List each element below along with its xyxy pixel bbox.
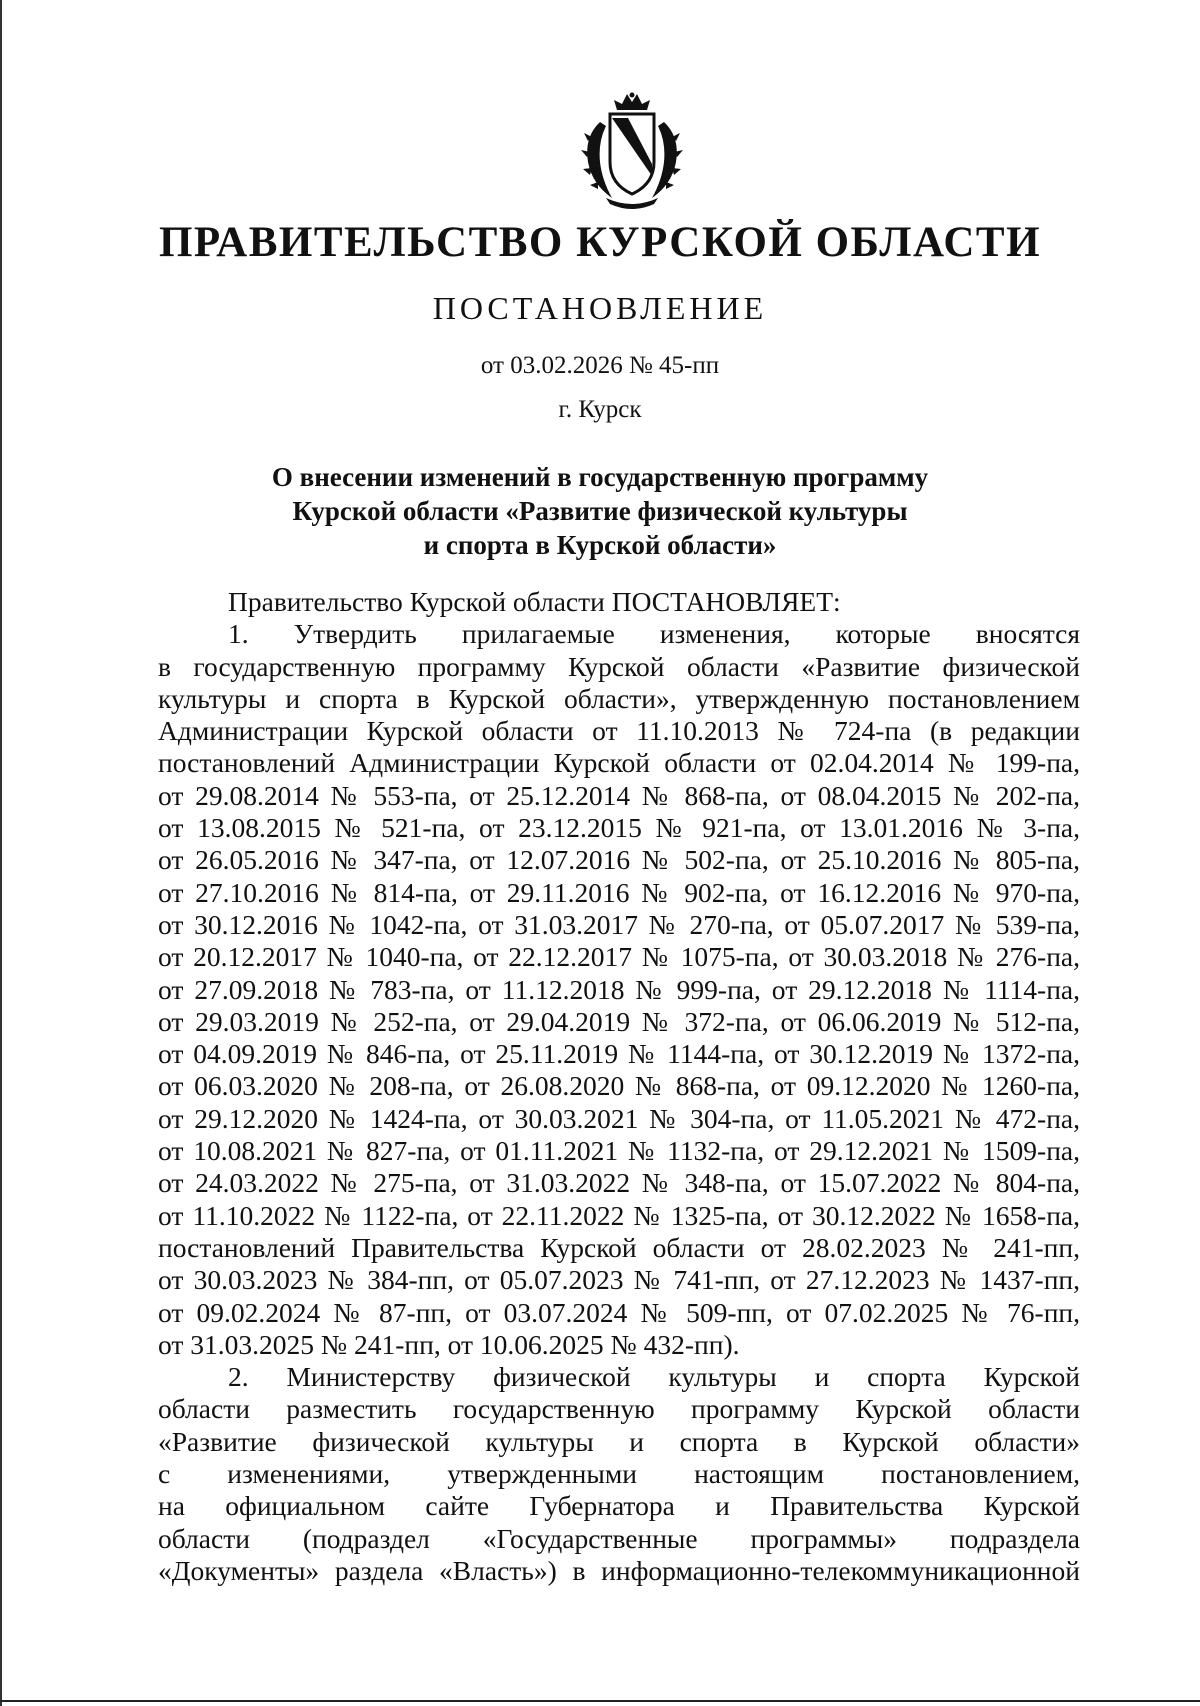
body-line: от 29.08.2014 № 553-па, от 25.12.2014 № 868-па, от 08.04.2015 № 202-па, — [158, 779, 1080, 811]
body-line: «Документы» раздела «Власть») в информационно-телекоммуникационной — [158, 1554, 1080, 1586]
body-line: области разместить государственную программу Курской области — [158, 1393, 1080, 1425]
body-line: от 31.03.2025 № 241-пп, от 10.06.2025 № 432-пп). — [158, 1328, 740, 1360]
body-line: от 29.12.2020 № 1424-па, от 30.03.2021 № 304-па, от 11.05.2021 № 472-па, — [158, 1102, 1080, 1134]
title-line: и спорта в Курской области» — [423, 530, 777, 560]
body-line: от 20.12.2017 № 1040-па, от 22.12.2017 № 1075-па, от 30.03.2018 № 276-па, — [158, 941, 1080, 973]
body-line: Правительство Курской области ПОСТАНОВЛЯЕТ: — [228, 586, 841, 617]
document-title — [0, 460, 1200, 562]
body-line: от 24.03.2022 № 275-па, от 31.03.2022 № 348-па, от 15.07.2022 № 804-па, — [158, 1167, 1080, 1199]
body-line: от 06.03.2020 № 208-па, от 26.08.2020 № 868-па, от 09.12.2020 № 1260-па, — [158, 1070, 1080, 1102]
body-line: от 09.02.2024 № 87-пп, от 03.07.2024 № 509-пп, от 07.02.2025 № 76-пп, — [158, 1296, 1080, 1328]
body-line: области (подраздел «Государственные программы» подраздела — [158, 1522, 1080, 1554]
body-line: от 11.10.2022 № 1122-па, от 22.11.2022 № 1325-па, от 30.12.2022 № 1658-па, — [158, 1199, 1080, 1231]
body-line: 1. Утвердить прилагаемые изменения, которые вносятся — [228, 618, 1080, 650]
body-line: «Развитие физической культуры и спорта в Курской области» — [158, 1425, 1080, 1457]
body-line: от 26.05.2016 № 347-па, от 12.07.2016 № 502-па, от 25.10.2016 № 805-па, — [158, 844, 1080, 876]
body-line: с изменениями, утвержденными настоящим постановлением, — [158, 1458, 1080, 1490]
body-line: от 29.03.2019 № 252-па, от 29.04.2019 № 372-па, от 06.06.2019 № 512-па, — [158, 1005, 1080, 1037]
document-type: ПОСТАНОВЛЕНИЕ — [432, 290, 768, 326]
title-line: Курской области «Развитие физической культуры — [292, 496, 908, 526]
organization-name: ПРАВИТЕЛЬСТВО КУРСКОЙ ОБЛАСТИ — [158, 219, 1042, 266]
body-line: от 27.10.2016 № 814-па, от 29.11.2016 № 902-па, от 16.12.2016 № 970-па, — [158, 876, 1080, 908]
body-line: на официальном сайте Губернатора и Правительства Курской — [158, 1490, 1080, 1522]
body-line: постановлений Администрации Курской области от 02.04.2014 № 199-па, — [158, 747, 1080, 779]
document-date-number: от 03.02.2026 № 45-пп — [480, 352, 720, 379]
body-line: от 13.08.2015 № 521-па, от 23.12.2015 № 921-па, от 13.01.2016 № 3-па, — [158, 812, 1080, 844]
body-line: от 30.03.2023 № 384-пп, от 05.07.2023 № 741-пп, от 27.12.2023 № 1437-пп, — [158, 1264, 1080, 1296]
body-line: культуры и спорта в Курской области», утвержденную постановлением — [158, 682, 1080, 714]
document-city: г. Курск — [558, 396, 642, 423]
scan-edge — [0, 0, 2, 1706]
body-line: от 27.09.2018 № 783-па, от 11.12.2018 № 999-па, от 29.12.2018 № 1114-па, — [158, 973, 1080, 1005]
coat-of-arms-emblem — [562, 92, 702, 212]
scan-bottom-edge — [0, 1700, 1200, 1702]
body-line: от 30.12.2016 № 1042-па, от 31.03.2017 № 270-па, от 05.07.2017 № 539-па, — [158, 908, 1080, 940]
document-body — [158, 586, 1080, 1587]
body-line: от 10.08.2021 № 827-па, от 01.11.2021 № 1132-па, от 29.12.2021 № 1509-па, — [158, 1135, 1080, 1167]
body-line: Администрации Курской области от 11.10.2013 № 724-па (в редакции — [158, 715, 1080, 747]
body-line: от 04.09.2019 № 846-па, от 25.11.2019 № 1144-па, от 30.12.2019 № 1372-па, — [158, 1038, 1080, 1070]
title-line: О внесении изменений в государственную программу — [271, 462, 929, 492]
body-line: в государственную программу Курской области «Развитие физической — [158, 650, 1080, 682]
body-line: 2. Министерству физической культуры и спорта Курской — [228, 1361, 1080, 1393]
body-line: постановлений Правительства Курской области от 28.02.2023 № 241-пп, — [158, 1231, 1080, 1263]
